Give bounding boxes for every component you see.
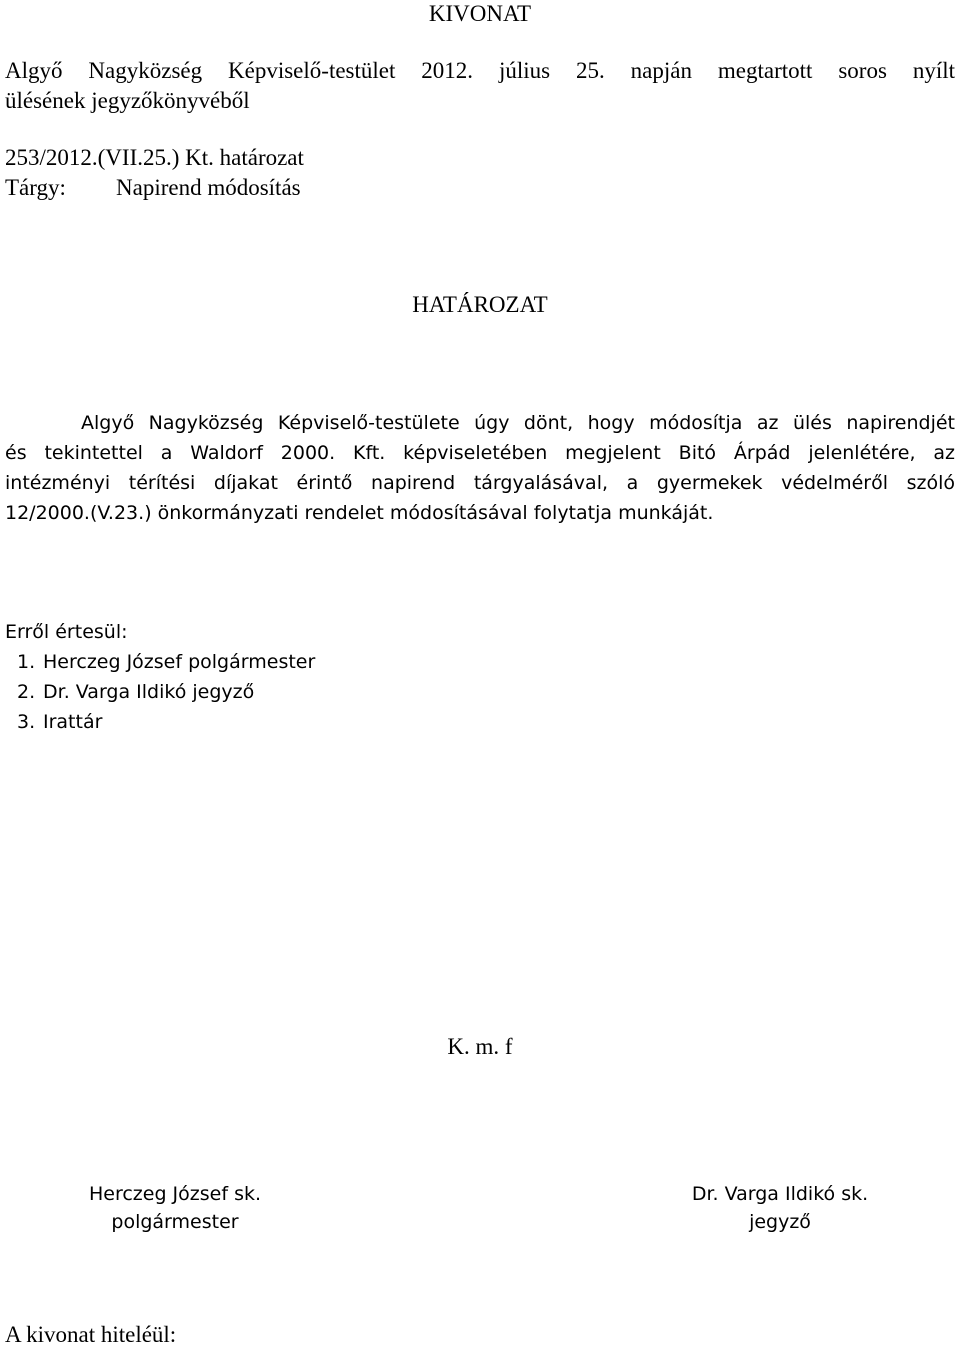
intro-line-2: ülésének jegyzőkönyvéből: [5, 88, 250, 113]
list-item-text: Dr. Varga Ildikó jegyző: [43, 681, 255, 703]
body-line-2: és tekintettel a Waldorf 2000. Kft. képviseletében megjelent Bitó Árpád jelenlétére, az: [5, 442, 955, 464]
signature-name: Dr. Varga Ildikó sk.: [691, 1183, 869, 1205]
document-header: KIVONAT: [428, 1, 532, 26]
notify-section: [5, 617, 315, 737]
subject-value: Napirend módosítás: [116, 175, 301, 200]
signature-title: jegyző: [749, 1211, 811, 1233]
body-line-1: Algyő Nagyközség Képviselő-testülete úgy dönt, hogy módosítja az ülés napirendjét: [81, 412, 955, 434]
signature-notary: [655, 1180, 905, 1236]
list-item: [5, 707, 315, 737]
body-line-4: 12/2000.(V.23.) önkormányzati rendelet módosításával folytatja munkáját.: [5, 502, 714, 524]
list-item: [5, 677, 315, 707]
list-item-number: 2.: [17, 681, 36, 703]
signature-title: polgármester: [111, 1211, 239, 1233]
list-item-text: Herczeg József polgármester: [43, 651, 316, 673]
signature-mayor: [60, 1180, 290, 1236]
signature-name: Herczeg József sk.: [88, 1183, 262, 1205]
certified-label: A kivonat hiteléül:: [5, 1322, 177, 1347]
body-line-3: intézményi térítési díjakat érintő napirend tárgyalásával, a gyermekek védelméről szóló: [5, 472, 955, 494]
resolution-heading: HATÁROZAT: [412, 292, 548, 317]
list-item: [5, 647, 315, 677]
list-item-text: Irattár: [43, 711, 103, 733]
kmf-text: K. m. f: [447, 1034, 513, 1059]
resolution-number: 253/2012.(VII.25.) Kt. határozat: [5, 145, 304, 170]
notify-label: Erről értesül:: [5, 621, 128, 643]
intro-line-1-text: Algyő Nagyközség Képviselő-testület 2012. július 25. napján megtartott soros nyílt: [5, 58, 955, 83]
list-item-number: 3.: [17, 711, 36, 733]
intro-line-1: [5, 57, 955, 85]
subject-label: Tárgy:: [5, 175, 66, 200]
list-item-number: 1.: [17, 651, 36, 673]
resolution-body: [5, 408, 955, 528]
